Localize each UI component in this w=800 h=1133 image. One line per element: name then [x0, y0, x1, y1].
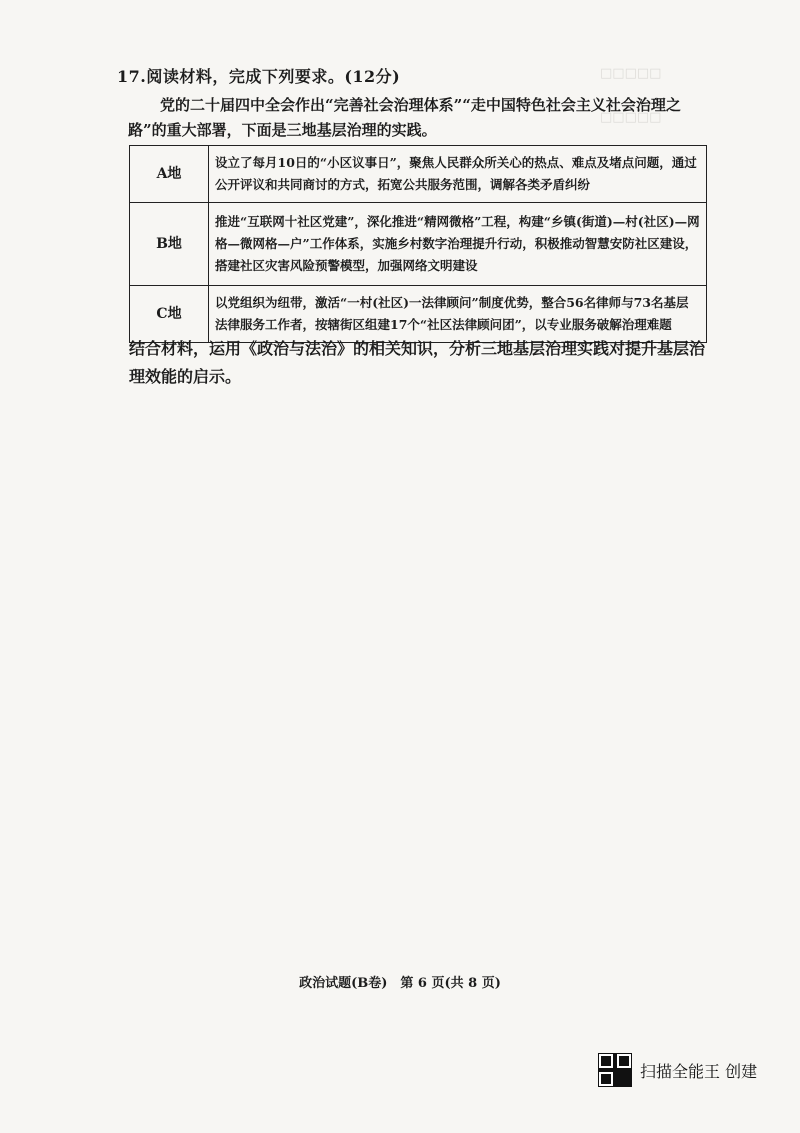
- place-cell: C地: [130, 286, 209, 343]
- cases-table: [129, 145, 707, 343]
- question-intro: 党的二十届四中全会作出“完善社会治理体系”“走中国特色社会主义社会治理之路”的重大部署，下面是三地基层治理的实践。: [128, 96, 681, 139]
- bleed-through-text: □□□□□: [600, 110, 662, 125]
- table-row: [130, 203, 707, 286]
- place-cell: B地: [130, 203, 209, 286]
- scanner-label: 扫描全能王 创建: [640, 1061, 758, 1081]
- page-footer: 政治试题(B卷) 第 6 页(共 8 页): [299, 976, 501, 991]
- table-row: [130, 286, 707, 343]
- scanner-watermark: [598, 1052, 757, 1088]
- place-cell: A地: [130, 146, 209, 203]
- question-title: 17.阅读材料，完成下列要求。(12分): [117, 67, 401, 86]
- qr-code-icon: [598, 1053, 632, 1087]
- practice-cell: 推进“互联网十社区党建”，深化推进“精网微格”工程，构建“乡镇(街道)—村(社区)—网格—微网格—户”工作体系，实施乡村数字治理提升行动，积极推动智慧安防社区建设，搭建社区灾害风险预警模型，加强网络文明建设: [209, 203, 707, 286]
- question-task: 结合材料，运用《政治与法治》的相关知识，分析三地基层治理实践对提升基层治理效能的启示。: [129, 339, 706, 386]
- practice-cell: 以党组织为纽带，激活“一村(社区)一法律顾问”制度优势，整合56名律师与73名基层法律服务工作者，按辖街区组建17个“社区法律顾问团”，以专业服务破解治理难题: [209, 286, 707, 343]
- practice-cell: 设立了每月10日的“小区议事日”，聚焦人民群众所关心的热点、难点及堵点问题，通过公开评议和共同商讨的方式，拓宽公共服务范围，调解各类矛盾纠纷: [209, 146, 707, 203]
- bleed-through-text: □□□□□: [600, 66, 662, 81]
- table-row: [130, 146, 707, 203]
